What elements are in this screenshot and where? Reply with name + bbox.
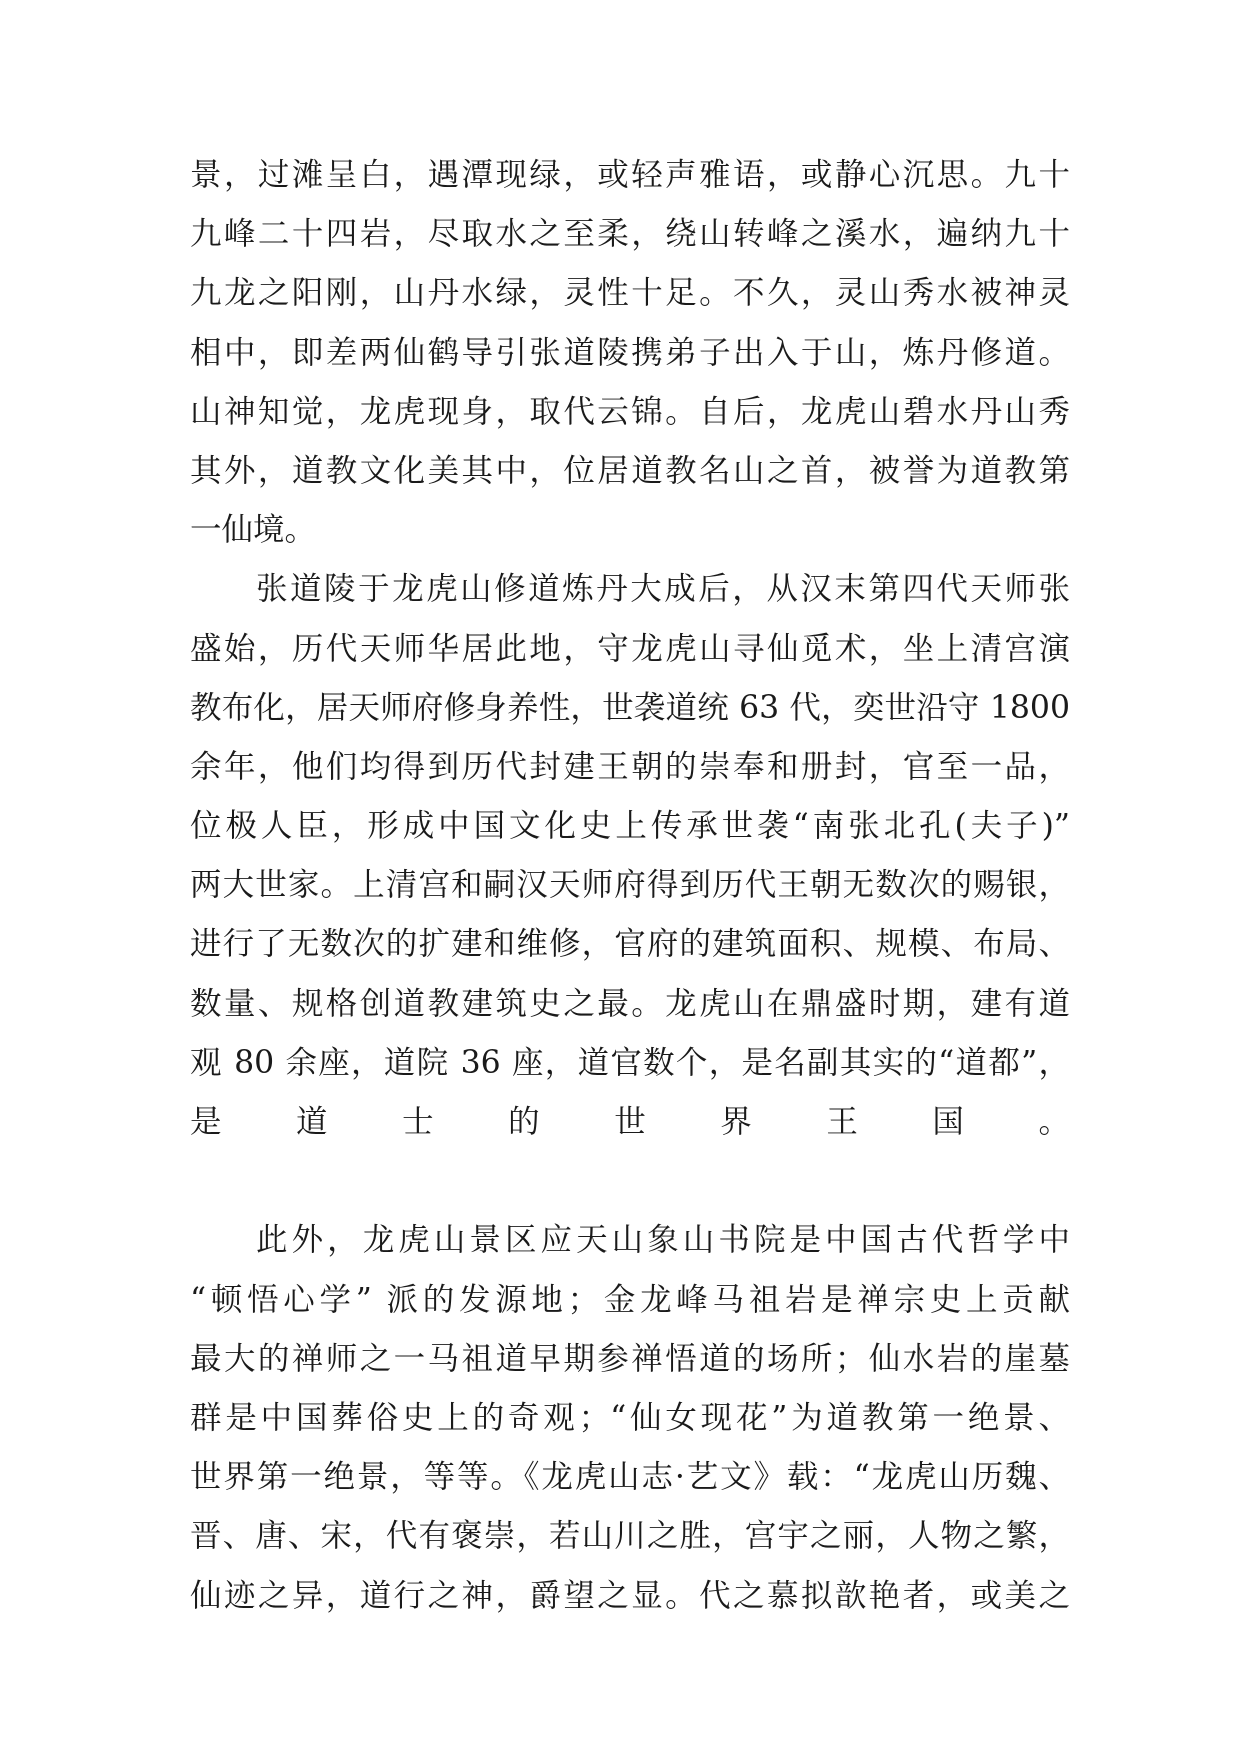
text-line [190,1152,1070,1211]
text-line: 教布化，居天师府修身养性，世袭道统 63 代，奕世沿守 1800 [190,689,1070,726]
text-line: 张道陵于龙虎山修道炼丹大成后，从汉末第四代天师张 [256,571,1070,608]
text-line: “顿悟心学” 派的发源地；金龙峰马祖岩是禅宗史上贡献 [190,1281,1070,1318]
text-line: 余年，他们均得到历代封建王朝的崇奉和册封，官至一品， [190,748,1070,785]
text-line: 其外，道教文化美其中，位居道教名山之首，被誉为道教第 [190,452,1070,489]
text-line: 群是中国葬俗史上的奇观；“仙女现花”为道教第一绝景、 [190,1399,1070,1436]
text-line: 晋、唐、宋，代有褒崇，若山川之胜，宫宇之丽，人物之繁， [190,1518,1070,1555]
paragraph-2 [190,560,1070,1211]
text-line: 世界第一绝景，等等。《龙虎山志·艺文》载：“龙虎山历魏、 [190,1459,1070,1496]
body-text [190,146,1070,1626]
text-line: 景，过滩呈白，遇潭现绿，或轻声雅语，或静心沉思。九十 [190,157,1070,193]
text-line: 此外，龙虎山景区应天山象山书院是中国古代哲学中 [256,1222,1070,1259]
text-line: 九峰二十四岩，尽取水之至柔，绕山转峰之溪水，遍纳九十 [190,216,1070,253]
text-line: 两大世家。上清宫和嗣汉天师府得到历代王朝无数次的赐银， [190,867,1070,904]
paragraph-1 [190,146,1070,560]
text-line: 盛始，历代天师华居此地，守龙虎山寻仙觅术，坐上清宫演 [190,630,1070,667]
text-line: 仙迹之异，道行之神，爵望之显。代之慕拟歆艳者，或美之 [190,1577,1070,1614]
text-line: 是道士的世界王国。 [190,1104,1070,1140]
text-line: 观 80 余座，道院 36 座，道官数个，是名副其实的“道都”， [190,1044,1070,1081]
text-line: 数量、规格创道教建筑史之最。龙虎山在鼎盛时期，建有道 [190,985,1070,1022]
text-line: 九龙之阳刚，山丹水绿，灵性十足。不久，灵山秀水被神灵 [190,275,1070,312]
text-line: 位极人臣，形成中国文化史上传承世袭“南张北孔(夫子)” [190,808,1070,845]
paragraph-3 [190,1211,1070,1625]
text-line: 进行了无数次的扩建和维修，官府的建筑面积、规模、布局、 [190,926,1070,963]
text-line: 最大的禅师之一马祖道早期参禅悟道的场所；仙水岩的崖墓 [190,1340,1070,1377]
text-line: 相中，即差两仙鹤导引张道陵携弟子出入于山，炼丹修道。 [190,334,1070,371]
text-line: 一仙境。 [190,512,317,549]
text-line: 山神知觉，龙虎现身，取代云锦。自后，龙虎山碧水丹山秀 [190,393,1070,430]
